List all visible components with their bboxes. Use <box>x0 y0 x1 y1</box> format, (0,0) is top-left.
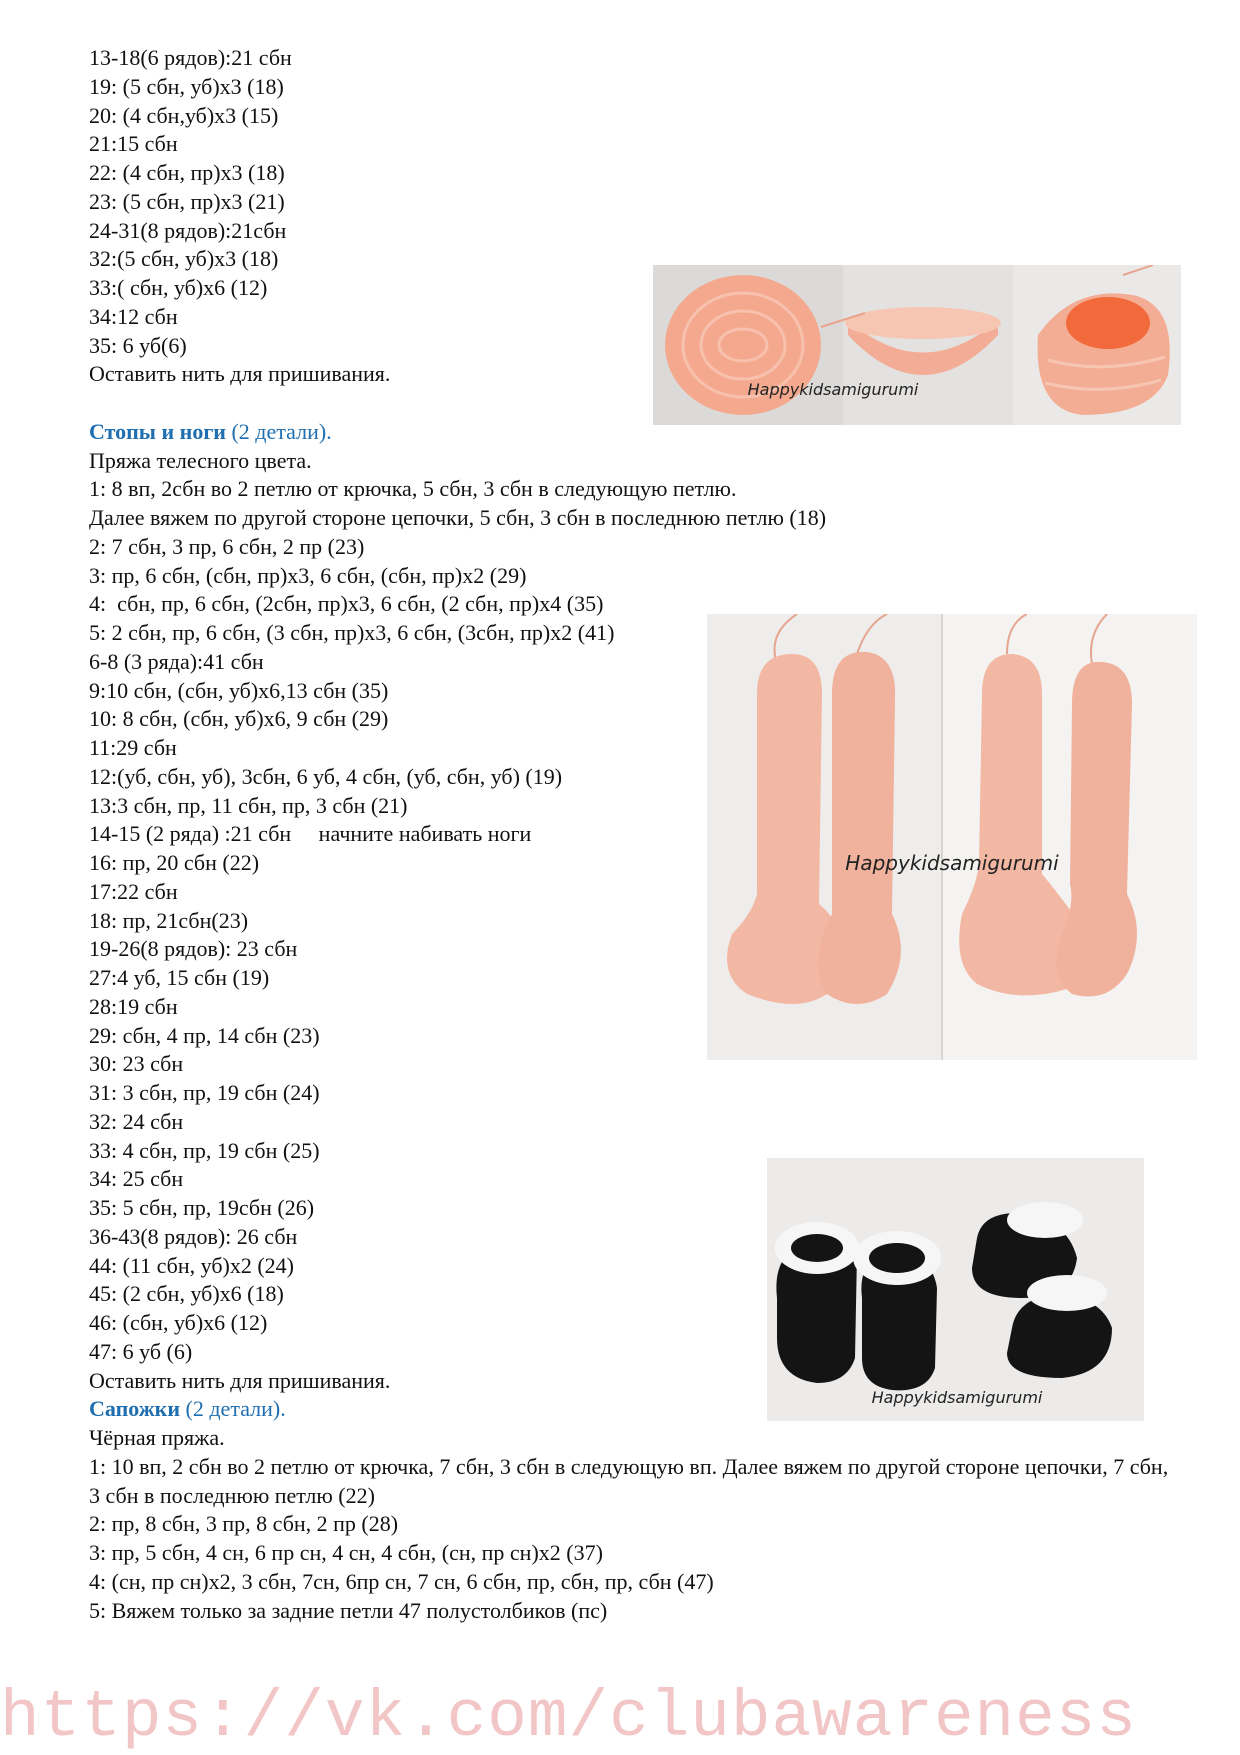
text-line: 11:29 сбн <box>89 735 177 760</box>
boots-illustration <box>767 1158 1144 1421</box>
text-line: 47: 6 уб (6) <box>89 1338 193 1364</box>
text-line: 13:3 сбн, пр, 11 сбн, пр, 3 сбн (21) <box>89 792 408 818</box>
text-line: 3: пр, 5 сбн, 4 сн, 6 пр сн, 4 сн, 4 сбн, (сн, пр сн)х2 (37) <box>89 1540 603 1565</box>
text-line: 32: 24 сбн <box>89 1108 184 1134</box>
text-line: 10: 8 сбн, (сбн, уб)х6, 9 сбн (29) <box>89 706 389 732</box>
text-line: Далее вяжем по другой стороне цепочки, 5 сбн, 3 сбн в последнюю петлю (18) <box>89 505 827 530</box>
text-line: 21:15 сбн <box>89 131 178 157</box>
text-line: 24-31(8 рядов):21сбн <box>89 217 287 243</box>
text-line: 9:10 сбн, (сбн, уб)х6,13 сбн (35) <box>89 677 389 703</box>
photo-legs <box>707 614 1197 1060</box>
text-line: 13-18(6 рядов):21 сбн <box>89 45 292 70</box>
text-line: 27:4 уб, 15 сбн (19) <box>89 965 270 990</box>
text-line: 18: пр, 21сбн(23) <box>89 907 249 933</box>
text-line: 45: (2 сбн, уб)х6 (18) <box>89 1281 284 1307</box>
text-line: 5: 2 сбн, пр, 6 сбн, (3 сбн, пр)х3, 6 сбн, (3сбн, пр)х2 (41) <box>89 620 615 645</box>
text-line: 32:(5 сбн, уб)х3 (18) <box>89 246 279 272</box>
text-line: 46: (сбн, уб)х6 (12) <box>89 1310 268 1335</box>
text-line: 34: 25 сбн <box>89 1166 184 1192</box>
text-line: 6-8 (3 ряда):41 сбн <box>89 648 264 674</box>
text-line: 36-43(8 рядов): 26 сбн <box>89 1223 298 1249</box>
photo-soles <box>653 265 1181 425</box>
legs-illustration <box>707 614 1197 1060</box>
text-line: 1: 10 вп, 2 сбн во 2 петлю от крючка, 7 сбн, 3 сбн в следующую вп. Далее вяжем по другой стороне цепочки, 7 сбн, 3 сбн в последнюю петлю (22) <box>89 1453 1169 1508</box>
text-line: 30: 23 сбн <box>89 1051 184 1077</box>
text-line: 3: пр, 6 сбн, (сбн, пр)х3, 6 сбн, (сбн, пр)х2 (29) <box>89 562 527 588</box>
text-line: Пряжа телесного цвета. <box>89 447 312 473</box>
heading-rest: (2 детали). <box>180 1396 286 1422</box>
text-line: 20: (4 сбн,уб)х3 (15) <box>89 102 279 128</box>
text-line: 28:19 сбн <box>89 993 178 1019</box>
text-line: 31: 3 сбн, пр, 19 сбн (24) <box>89 1080 320 1105</box>
text-line: 19: (5 сбн, уб)х3 (18) <box>89 73 284 99</box>
heading-rest: (2 детали). <box>225 418 332 444</box>
soles-illustration <box>653 265 1181 425</box>
text-line: 44: (11 сбн, уб)х2 (24) <box>89 1252 295 1278</box>
text-line: 12:(уб, сбн, уб), 3сбн, 6 уб, 4 сбн, (уб, сбн, уб) (19) <box>89 763 563 789</box>
photo-watermark: Happykidsamigurumi <box>845 851 1059 875</box>
heading-bold: Стопы и ноги <box>89 418 226 444</box>
photo-boots <box>767 1158 1144 1421</box>
photo-watermark: Happykidsamigurumi <box>747 380 919 399</box>
text-line: 16: пр, 20 сбн (22) <box>89 850 260 875</box>
boots-rows <box>89 1424 1179 1625</box>
text-line: 5: Вяжем только за задние петли 47 полустолбиков (пс) <box>89 1597 608 1623</box>
text-line: Оставить нить для пришивания. <box>89 361 391 387</box>
text-line: 34:12 сбн <box>89 303 178 329</box>
text-line: 4: сбн, пр, 6 сбн, (2сбн, пр)х3, 6 сбн, (2 сбн, пр)х4 (35) <box>89 591 604 617</box>
text-line: 35: 5 сбн, пр, 19сбн (26) <box>89 1195 315 1220</box>
text-line: 23: (5 сбн, пр)х3 (21) <box>89 188 285 214</box>
text-line: 19-26(8 рядов): 23 сбн <box>89 936 298 962</box>
text-line: 29: сбн, 4 пр, 14 сбн (23) <box>89 1022 320 1048</box>
footer-url-watermark: https://vk.com/clubawareness <box>0 1680 1137 1755</box>
text-line: 22: (4 сбн, пр)х3 (18) <box>89 160 285 185</box>
text-line: Чёрная пряжа. <box>89 1425 225 1450</box>
text-line: 33: 4 сбн, пр, 19 сбн (25) <box>89 1137 320 1163</box>
text-line: 1: 8 вп, 2сбн во 2 петлю от крючка, 5 сбн, 3 сбн в следующую петлю. <box>89 476 737 502</box>
text-line: Оставить нить для пришивания. <box>89 1367 391 1393</box>
text-line: 2: 7 сбн, 3 пр, 6 сбн, 2 пр (23) <box>89 533 365 559</box>
text-line: 14-15 (2 ряда) :21 сбн начните набивать ноги <box>89 821 532 847</box>
text-line: 4: (сн, пр сн)х2, 3 сбн, 7сн, 6пр сн, 7 сн, 6 сбн, пр, сбн, пр, сбн (47) <box>89 1568 714 1594</box>
text-line: 35: 6 уб(6) <box>89 332 187 358</box>
text-line: 33:( сбн, уб)х6 (12) <box>89 275 268 300</box>
heading-bold: Сапожки <box>89 1396 181 1422</box>
text-line: 17:22 сбн <box>89 878 178 904</box>
text-line: 2: пр, 8 сбн, 3 пр, 8 сбн, 2 пр (28) <box>89 1511 399 1537</box>
photo-watermark: Happykidsamigurumi <box>871 1388 1043 1407</box>
